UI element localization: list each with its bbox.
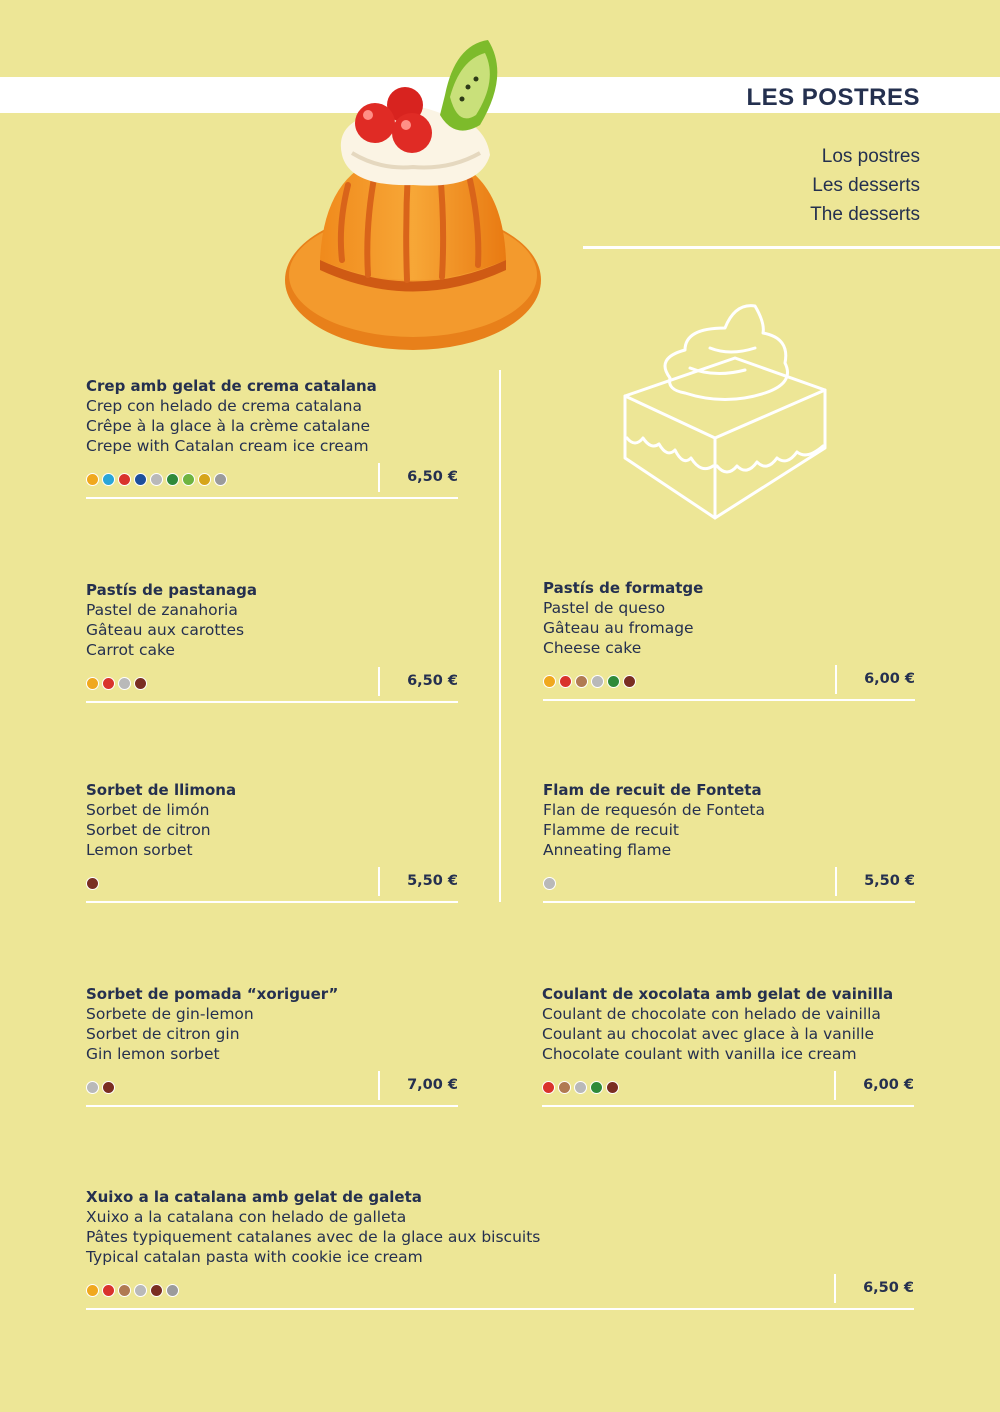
item-price: 6,50 €	[863, 1280, 914, 1296]
item-translation-es: Xuixo a la catalana con helado de galleta	[86, 1208, 407, 1226]
item-name: Crep amb gelat de crema catalana	[86, 377, 377, 395]
peanuts-icon	[591, 675, 604, 688]
item-translation-es: Pastel de zanahoria	[86, 601, 238, 619]
menu-item	[542, 984, 914, 1107]
allergen-list	[543, 675, 636, 688]
sesame-icon	[166, 1284, 179, 1297]
gluten-icon	[86, 1284, 99, 1297]
subtitle-fr: Les desserts	[812, 175, 920, 196]
item-price: 6,50 €	[407, 673, 458, 689]
item-footer	[543, 670, 915, 701]
subtitle-rule	[583, 246, 1000, 249]
item-translation-en: Carrot cake	[86, 641, 175, 659]
price-separator	[378, 1071, 380, 1100]
milk-icon	[606, 1081, 619, 1094]
item-translation-fr: Sorbet de citron gin	[86, 1025, 240, 1043]
subtitle-en: The desserts	[810, 204, 920, 225]
soy-icon	[590, 1081, 603, 1094]
bundt-cake-illustration	[280, 35, 550, 355]
item-price: 6,00 €	[863, 1077, 914, 1093]
item-translation-es: Sorbet de limón	[86, 801, 210, 819]
item-translation-fr: Gâteau aux carottes	[86, 621, 245, 639]
price-separator	[834, 1274, 836, 1303]
item-translation-fr: Pâtes typiquement catalanes avec de la glace aux biscuits	[86, 1228, 541, 1246]
price-separator	[378, 667, 380, 696]
peanuts-icon	[134, 1284, 147, 1297]
item-translation-es: Sorbete de gin-lemon	[86, 1005, 254, 1023]
menu-item	[86, 780, 458, 903]
peanuts-icon	[543, 877, 556, 890]
item-translation-en: Gin lemon sorbet	[86, 1045, 220, 1063]
allergen-list	[86, 1081, 115, 1094]
price-separator	[835, 867, 837, 896]
item-translation-fr: Sorbet de citron	[86, 821, 211, 839]
nuts-icon	[575, 675, 588, 688]
price-separator	[378, 463, 380, 492]
item-footer	[86, 1279, 914, 1310]
price-separator	[834, 1071, 836, 1100]
peanuts-icon	[86, 1081, 99, 1094]
allergen-list	[86, 677, 147, 690]
peanuts-icon	[118, 677, 131, 690]
nuts-icon	[118, 1284, 131, 1297]
milk-icon	[102, 1081, 115, 1094]
peanuts-icon	[150, 473, 163, 486]
item-translation-en: Lemon sorbet	[86, 841, 193, 859]
milk-icon	[150, 1284, 163, 1297]
item-price: 5,50 €	[407, 873, 458, 889]
item-name: Xuixo a la catalana amb gelat de galeta	[86, 1188, 422, 1206]
item-price: 6,00 €	[864, 671, 915, 687]
item-translation-en: Anneating flame	[543, 841, 672, 859]
item-price: 7,00 €	[407, 1077, 458, 1093]
nuts-icon	[558, 1081, 571, 1094]
soy-icon	[166, 473, 179, 486]
eggs-icon	[559, 675, 572, 688]
allergen-list	[543, 877, 556, 890]
eggs-icon	[542, 1081, 555, 1094]
item-translation-en: Typical catalan pasta with cookie ice cream	[86, 1248, 423, 1266]
item-price: 6,50 €	[407, 469, 458, 485]
item-name: Pastís de pastanaga	[86, 581, 257, 599]
item-translation-es: Crep con helado de crema catalana	[86, 397, 362, 415]
crustaceans-icon	[102, 473, 115, 486]
item-footer	[86, 1076, 458, 1107]
mustard-icon	[198, 473, 211, 486]
sesame-icon	[214, 473, 227, 486]
item-name: Sorbet de llimona	[86, 781, 237, 799]
item-footer	[86, 872, 458, 903]
item-name: Coulant de xocolata amb gelat de vainilla	[542, 985, 894, 1003]
eggs-icon	[118, 473, 131, 486]
item-footer	[543, 872, 915, 903]
item-name: Flam de recuit de Fonteta	[543, 781, 762, 799]
gluten-icon	[86, 473, 99, 486]
fish-icon	[134, 473, 147, 486]
price-separator	[378, 867, 380, 896]
item-translation-fr: Flamme de recuit	[543, 821, 679, 839]
item-translation-fr: Gâteau au fromage	[543, 619, 694, 637]
menu-item	[86, 580, 458, 703]
eggs-icon	[102, 1284, 115, 1297]
subtitles	[810, 142, 920, 229]
menu-item	[86, 1187, 914, 1310]
milk-icon	[86, 877, 99, 890]
soy-icon	[607, 675, 620, 688]
allergen-list	[86, 1284, 179, 1297]
item-translation-en: Cheese cake	[543, 639, 642, 657]
subtitle-es: Los postres	[821, 146, 920, 167]
item-translation-es: Flan de requesón de Fonteta	[543, 801, 766, 819]
celery-icon	[182, 473, 195, 486]
gluten-icon	[543, 675, 556, 688]
item-translation-fr: Coulant au chocolat avec glace à la vanille	[542, 1025, 875, 1043]
menu-item	[543, 780, 915, 903]
item-translation-fr: Crêpe à la glace à la crème catalane	[86, 417, 371, 435]
item-footer	[86, 468, 458, 499]
menu-item	[543, 578, 915, 701]
milk-icon	[623, 675, 636, 688]
item-footer	[86, 672, 458, 703]
allergen-list	[542, 1081, 619, 1094]
item-translation-es: Pastel de queso	[543, 599, 666, 617]
item-translation-en: Chocolate coulant with vanilla ice cream	[542, 1045, 857, 1063]
cheesecake-outline-illustration	[615, 298, 845, 528]
item-name: Pastís de formatge	[543, 579, 704, 597]
allergen-list	[86, 877, 99, 890]
item-translation-es: Coulant de chocolate con helado de vainilla	[542, 1005, 881, 1023]
peanuts-icon	[574, 1081, 587, 1094]
item-translation-en: Crepe with Catalan cream ice cream	[86, 437, 369, 455]
allergen-list	[86, 473, 227, 486]
column-divider	[499, 370, 501, 902]
item-name: Sorbet de pomada “xoriguer”	[86, 985, 339, 1003]
item-footer	[542, 1076, 914, 1107]
menu-item	[86, 984, 458, 1107]
milk-icon	[134, 677, 147, 690]
menu-item	[86, 376, 458, 499]
page-title: LES POSTRES	[746, 84, 920, 111]
item-price: 5,50 €	[864, 873, 915, 889]
price-separator	[835, 665, 837, 694]
eggs-icon	[102, 677, 115, 690]
gluten-icon	[86, 677, 99, 690]
